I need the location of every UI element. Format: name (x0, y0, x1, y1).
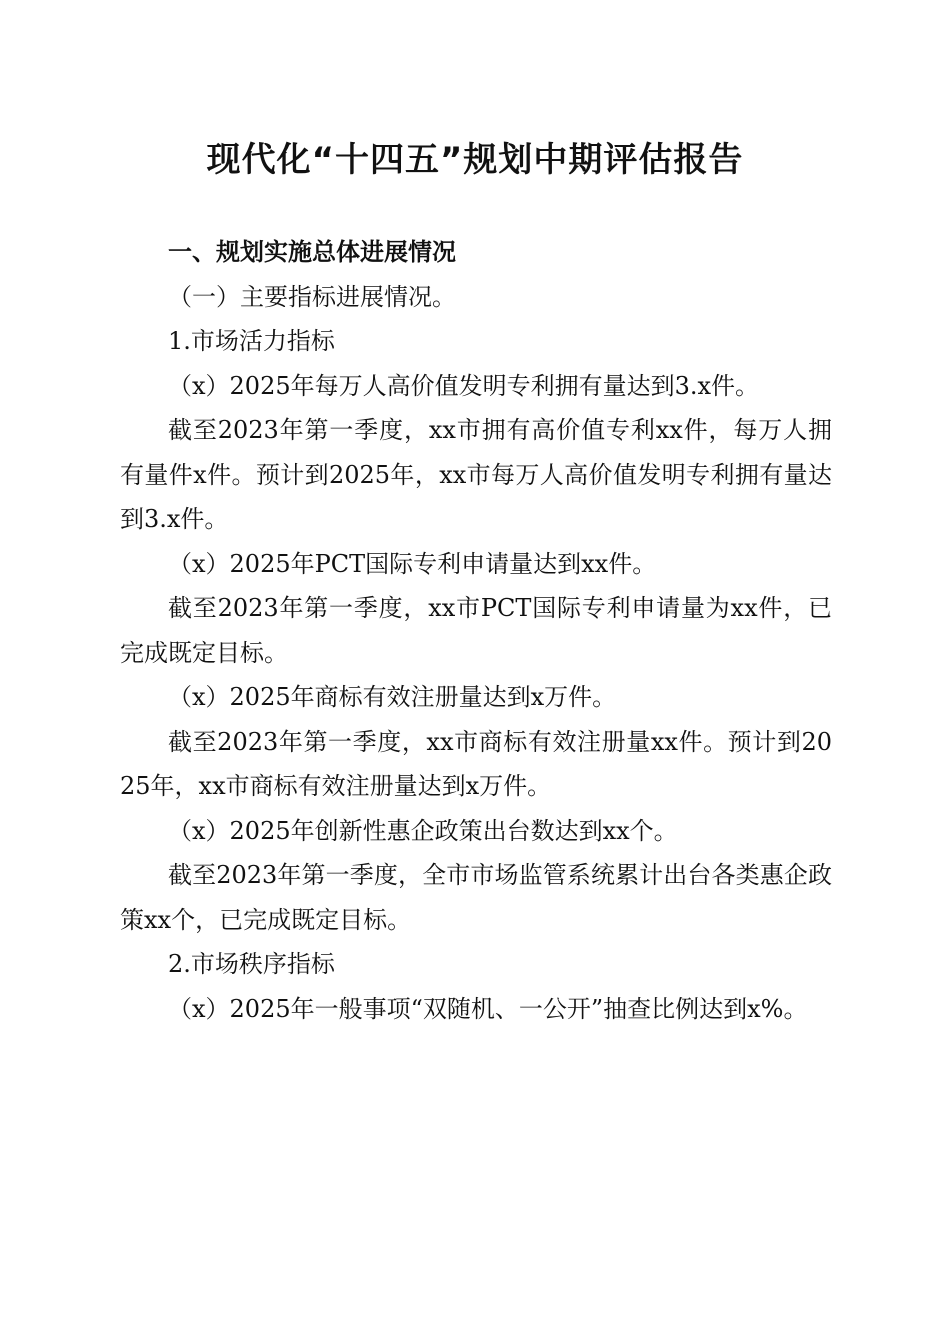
document-title: 现代化“十四五”规划中期评估报告 (206, 140, 744, 180)
indicator-progress: 截至2023年第一季度，xx市PCT国际专利申请量为xx件，已完成既定目标。 (120, 594, 832, 667)
indicator-item: （x）2025年创新性惠企政策出台数达到xx个。 (168, 816, 678, 845)
indicator-group-heading: 1.市场活力指标 (168, 327, 335, 355)
indicator-progress: 截至2023年第一季度，xx市拥有高价值专利xx件，每万人拥有量件x件。预计到2025年，xx市每万人高价值发明专利拥有量达到3.x件。 (120, 416, 832, 533)
indicator-progress: 截至2023年第一季度，xx市商标有效注册量xx件。预计到2025年，xx市商标有效注册量达到x万件。 (120, 727, 832, 800)
document-body (120, 230, 832, 1031)
indicator-item: （x）2025年PCT国际专利申请量达到xx件。 (168, 549, 657, 578)
indicator-item: （x）2025年一般事项“双随机、一公开”抽查比例达到x%。 (168, 994, 808, 1023)
indicator-item: （x）2025年商标有效注册量达到x万件。 (168, 683, 617, 711)
indicator-item: （x）2025年每万人高价值发明专利拥有量达到3.x件。 (168, 371, 760, 400)
indicator-group-heading: 2.市场秩序指标 (168, 950, 335, 978)
subsection-heading: （一）主要指标进展情况。 (168, 282, 456, 311)
section-heading: 一、规划实施总体进展情况 (168, 238, 456, 266)
indicator-progress: 截至2023年第一季度，全市市场监管系统累计出台各类惠企政策xx个，已完成既定目标。 (120, 861, 832, 934)
